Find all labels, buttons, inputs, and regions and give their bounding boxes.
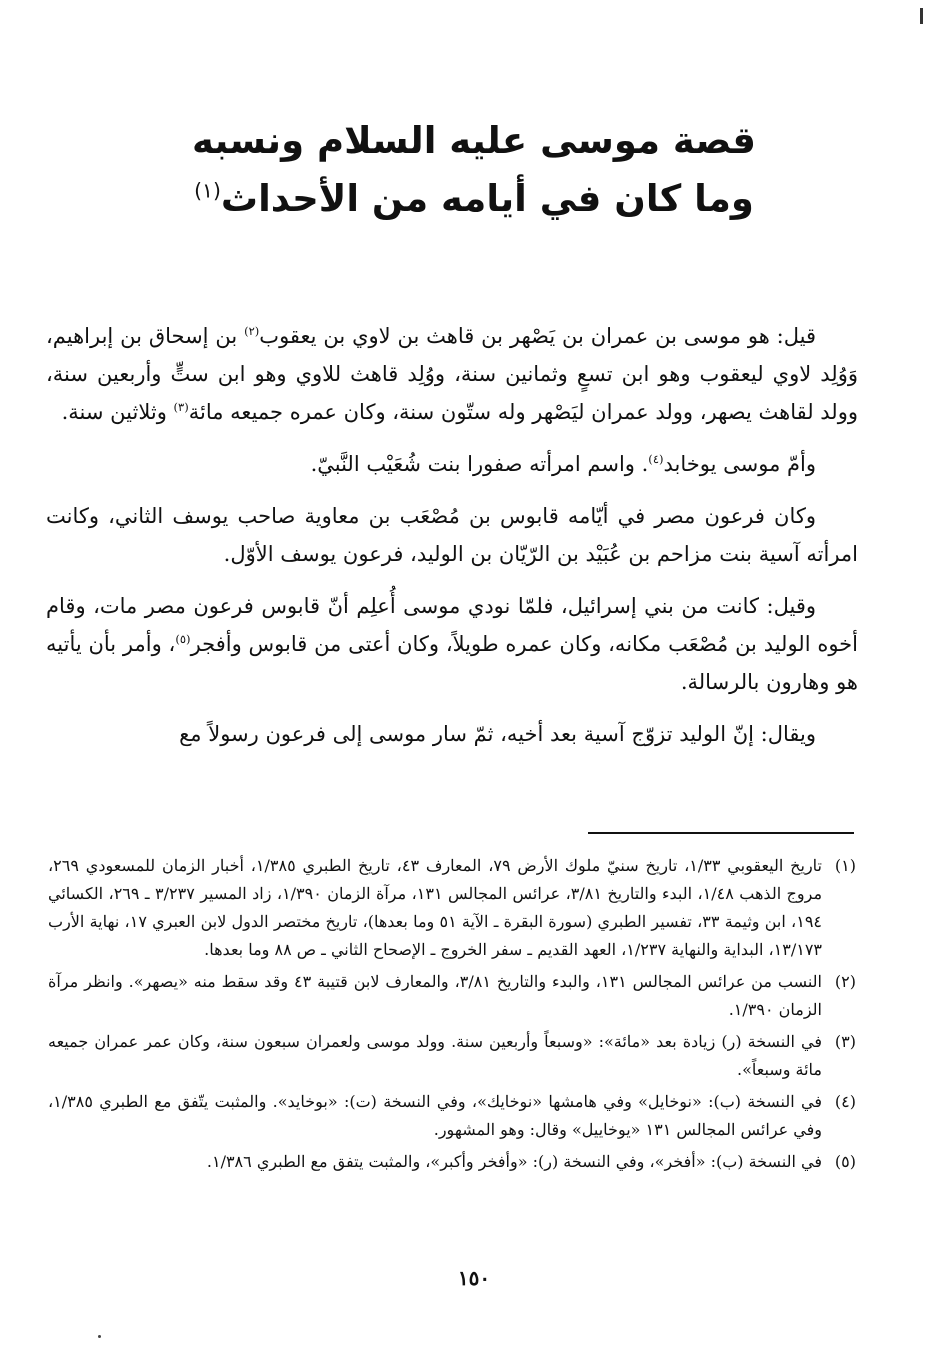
footnote-text: في النسخة (ب): «أفخر»، وفي النسخة (ر): «وأفخر وأكبر»، والمثبت يتفق مع الطبري ١/٣٨٦. — [206, 1152, 822, 1171]
main-text — [46, 317, 858, 767]
footnote-text: النسب من عرائس المجالس ١٣١، والبدء والتاريخ ٣/٨١، والمعارف لابن قتيبة ٤٣ وقد سقط منه «يصهر». وانظر مرآة الزمان ١/٣٩٠. — [48, 972, 822, 1019]
paragraph-marriage: ويقال: إنّ الوليد تزوّج آسية بعد أخيه، ثمّ سار موسى إلى فرعون رسولاً مع — [179, 722, 816, 746]
footnote-2 — [48, 968, 856, 1024]
page-number: ١٥٠ — [457, 1266, 491, 1290]
footnote-number: (١) — [834, 856, 856, 875]
paragraph-text: قيل: هو موسى بن عمران بن يَصْهر بن قاهث بن لاوي بن يعقوب — [259, 324, 816, 348]
paragraph-text: وقيل: كانت من بني إسرائيل، فلمّا نودي موسى أُعلِم أنّ قابوس فرعون مصر مات، وقام أخوه الوليد بن مُصْعَب مكانه، وكان عمره طويلاً، وكان أعتى من قابوس وأفجر — [46, 594, 858, 656]
footnote-3 — [48, 1028, 856, 1084]
footnote-text: في النسخة (ب): «نوخايل» وفي هامشها «نوخايك»، وفي النسخة (ت): «بوخايد». والمثبت يتّفق مع الطبري ١/٣٨٥، وفي عرائس المجالس ١٣١ «يوخاييل» وقال: وهو المشهور. — [48, 1092, 822, 1139]
footnote-1 — [48, 852, 856, 964]
paragraph-pharaoh: وكان فرعون مصر في أيّامه قابوس بن مُصْعَب بن معاوية صاحب يوسف الثاني، وكانت امرأته آسية بنت مزاحم بن عُبَيْد بن الرّيّان بن الوليد، فرعون يوسف الأوّل. — [46, 504, 858, 566]
paragraph-brother — [46, 587, 858, 701]
paragraph-text: وأمّ موسى يوخابد — [663, 452, 816, 476]
footnote-text: في النسخة (ر) زيادة بعد «مائة»: «وسبعاً وأربعين سنة. وولد موسى ولعمران سبعون سنة، وكان عمر عمران جميعه مائة وسبعاً». — [48, 1032, 822, 1079]
footnote-marker: (٣) — [173, 400, 189, 414]
paragraph-lineage — [46, 317, 858, 431]
chapter-title — [100, 112, 848, 228]
paragraph-text: ، وأمر بأن يأتيه هو وهارون بالرسالة. — [46, 632, 858, 694]
footnote-number: (٢) — [834, 972, 856, 991]
footnote-number: (٥) — [834, 1152, 856, 1171]
footnote-marker: (٤) — [648, 452, 664, 466]
footnotes-section — [48, 852, 856, 1180]
footnote-marker: (٢) — [244, 324, 260, 338]
footnote-text: تاريخ اليعقوبي ١/٣٣، تاريخ سنيّ ملوك الأرض ٧٩، المعارف ٤٣، تاريخ الطبري ١/٣٨٥، أخبار الزمان للمسعودي ٢٦٩، مروج الذهب ١/٤٨، البدء والتاريخ ٣/٨١، عرائس المجالس ١٣١، مرآة الزمان ١/٣٩٠، زاد المسير ٣/٢٣٧ ـ ٢٦٩، الكسائي ١٩٤، ابن وثيمة ٣٣، تفسير الطبري (سورة البقرة ـ الآية ٥١ وما بعدها)، تاريخ مختصر الدول لابن العبري ١٧، نهاية الأرب ١٣/١٧٣، البداية والنهاية ١/٢٣٧، العهد القديم ـ سفر الخروج ـ الإصحاح الثاني ـ ص ٨٨ وما بعدها. — [48, 856, 823, 959]
footnote-divider — [588, 832, 854, 834]
footnote-number: (٤) — [834, 1092, 856, 1111]
footnote-marker: (١) — [194, 178, 221, 203]
scan-dot — [98, 1335, 101, 1338]
paragraph-text: وثلاثين سنة. — [61, 400, 174, 424]
scan-mark — [920, 8, 923, 24]
footnote-5 — [48, 1148, 856, 1176]
paragraph-text: بن إسحاق بن إبراهيم، وَوُلِد لاوي ليعقوب وهو ابن تسعٍ وثمانين سنة، ووُلِد قاهث للاوي وهو ابن ستٍّ وأربعين سنة، وولد لقاهث يصهر، وولد عمران ليَصْهر وله ستّون سنة، وكان عمره جميعه مائة — [46, 324, 858, 424]
footnote-number: (٣) — [834, 1032, 856, 1051]
footnote-4 — [48, 1088, 856, 1144]
footnote-marker: (٥) — [175, 632, 191, 646]
chapter-title-line-2 — [100, 170, 848, 228]
chapter-title-line-2-text: وما كان في أيامه من الأحداث — [220, 177, 754, 220]
paragraph-text: . واسم امرأته صفورا بنت شُعَيْب النَّبيّ. — [310, 452, 649, 476]
chapter-title-line-1: قصة موسى عليه السلام ونسبه — [191, 119, 756, 162]
paragraph-mother — [46, 445, 858, 483]
